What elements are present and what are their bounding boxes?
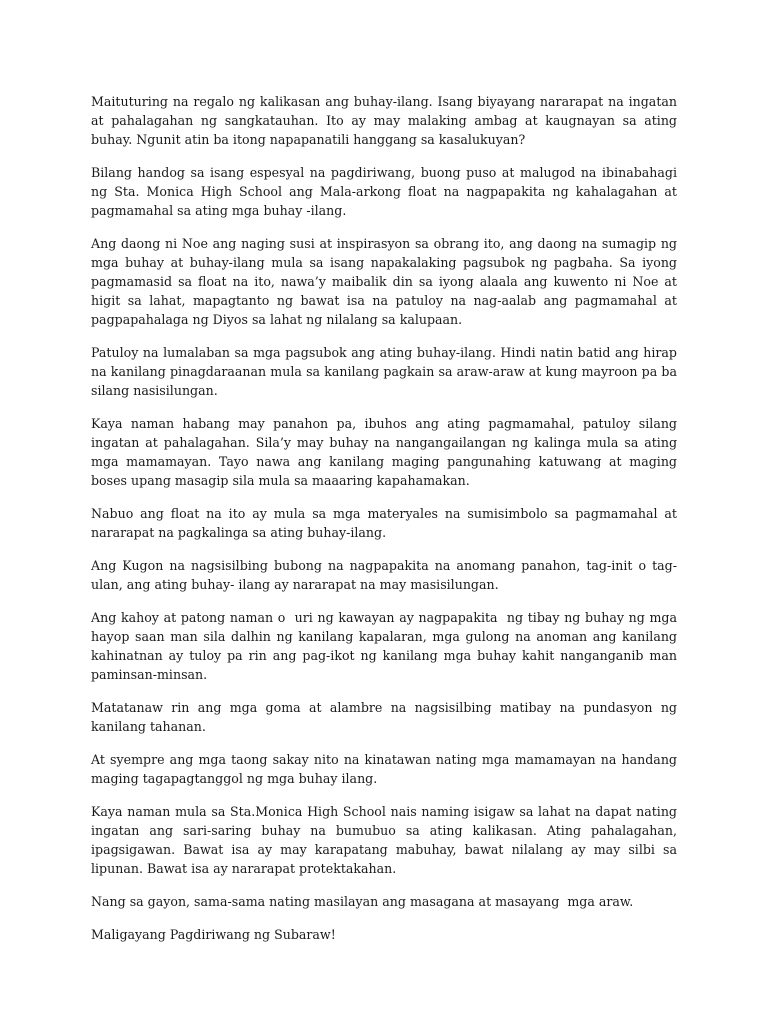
paragraph-together: Nang sa gayon, sama-sama nating masilayan ang masagana at masayang mga araw. <box>91 894 634 909</box>
paragraph-greeting: Maligayang Pagdiriwang ng Subaraw! <box>91 927 336 942</box>
document-body <box>91 92 682 958</box>
paragraph-struggles: Patuloy na lumalaban sa mga pagsubok ang ating buhay-ilang. Hindi natin batid ang hirap na kanilang pinagdaraanan mula sa kanilang pagkain sa araw-araw at kung mayroon pa ba silang nasisilungan. <box>91 345 682 398</box>
paragraph-people-riders: At syempre ang mga taong sakay nito na kinatawan nating mga mamamayan na handang maging tagapagtanggol ng mga buhay ilang. <box>91 752 682 786</box>
paragraph-intro: Maituturing na regalo ng kalikasan ang buhay-ilang. Isang biyayang nararapat na ingatan at pahalagahan ng sangkatauhan. Ito ay may malaking ambag at kaugnayan sa ating buhay. Ngunit atin ba itong napapanatili hanggang sa kasalukuyan? <box>91 94 682 147</box>
paragraph-call-to-love: Kaya naman habang may panahon pa, ibuhos ang ating pagmamahal, patuloy silang ingatan at pahalagahan. Sila’y may buhay na nangangailangan ng kalinga mula sa ating mga mamamayan. Tayo nawa ang kanilang maging pangunahing katuwang at maging boses upang masagip sila mula sa maaaring kapahamakan. <box>91 416 682 488</box>
paragraph-materials: Nabuo ang float na ito ay mula sa mga materyales na sumisimbolo sa pagmamahal at nararapat na pagkalinga sa ating buhay-ilang. <box>91 506 682 540</box>
paragraph-wood-bamboo-wheels: Ang kahoy at patong naman o uri ng kawayan ay nagpapakita ng tibay ng buhay ng mga hayop saan man sila dalhin ng kanilang kapalaran, mga gulong na anoman ang kanilang kahinatnan ay tuloy pa rin ang pag-ikot ng kanilang mga buhay kahit nanganganib man paminsan-minsan. <box>91 610 682 682</box>
paragraph-noah-ark: Ang daong ni Noe ang naging susi at inspirasyon sa obrang ito, ang daong na sumagip ng mga buhay at buhay-ilang mula sa isang napakalaking pagsubok ng pagbaha. Sa iyong pagmamasid sa float na ito, nawa’y maibalik din sa iyong alaala ang kuwento ni Noe at higit sa lahat, mapagtanto ng bawat isa na patuloy na nag-aalab ang pagmamahal at pagpapahalaga ng Diyos sa lahat ng nilalang sa kalupaan. <box>91 236 682 327</box>
paragraph-float-offering: Bilang handog sa isang espesyal na pagdiriwang, buong puso at malugod na ibinabahagi ng Sta. Monica High School ang Mala-arkong float na nagpapakita ng kahalagahan at pagmamahal sa ating mga buhay -ilang. <box>91 165 682 218</box>
paragraph-rubber-wire: Matatanaw rin ang mga goma at alambre na nagsisilbing matibay na pundasyon ng kanilang tahanan. <box>91 700 682 734</box>
paragraph-kugon-roof: Ang Kugon na nagsisilbing bubong na nagpapakita na anomang panahon, tag-init o tag-ulan, ang ating buhay- ilang ay nararapat na may masisilungan. <box>91 558 677 592</box>
paragraph-school-message: Kaya naman mula sa Sta.Monica High School nais naming isigaw sa lahat na dapat nating ingatan ang sari-saring buhay na bumubuo sa ating kalikasan. Ating pahalagahan, ipagsigawan. Bawat isa ay may karapatang mabuhay, bawat nilalang ay may silbi sa lipunan. Bawat isa ay nararapat protektakahan. <box>91 804 682 876</box>
